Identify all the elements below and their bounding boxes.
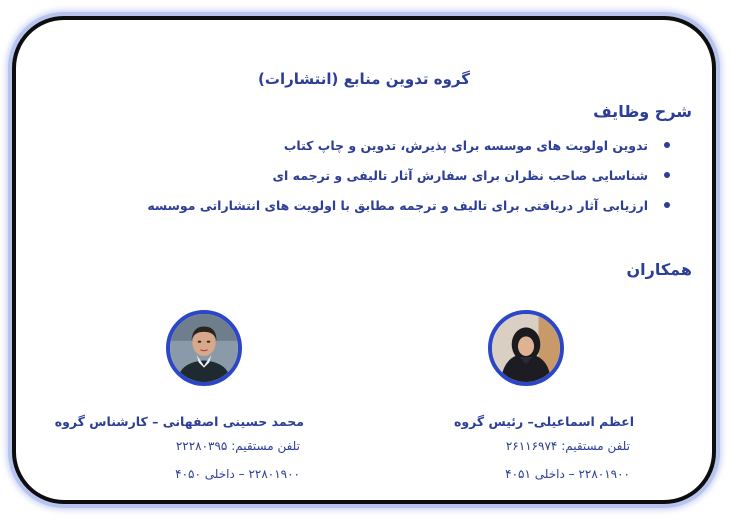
page-title: گروه تدوین منابع (انتشارات) xyxy=(258,70,470,88)
bullet-icon xyxy=(664,142,670,148)
list-item xyxy=(147,168,648,183)
colleague-name: اعظم اسماعیلی– رئیس گروه xyxy=(453,414,634,429)
person-photo-icon xyxy=(492,314,560,382)
duty-text: شناسایی صاحب نظران برای سفارش آثار تالیفی و ترجمه ای xyxy=(272,168,648,183)
avatar xyxy=(488,310,564,386)
content-card xyxy=(12,16,716,504)
colleague-card xyxy=(394,310,634,481)
list-item xyxy=(147,138,648,153)
person-photo-icon xyxy=(170,314,238,382)
avatar xyxy=(166,310,242,386)
direct-phone: تلفن مستقیم: ۲۲۲۸۰۳۹۵ xyxy=(175,439,300,453)
duty-text: تدوین اولویت های موسسه برای پذیرش، تدوین و چاپ کتاب xyxy=(283,138,648,153)
duty-text: ارزیابی آثار دریافتی برای تالیف و ترجمه مطابق با اولویت های انتشاراتی موسسه xyxy=(147,198,648,213)
bullet-icon xyxy=(664,172,670,178)
duties-heading: شرح وظایف xyxy=(593,102,692,121)
bullet-icon xyxy=(664,202,670,208)
list-item xyxy=(147,198,648,213)
direct-phone: تلفن مستقیم: ۲۶۱۱۶۹۷۴ xyxy=(505,439,630,453)
internal-phone: ۲۲۸۰۱۹۰۰ – داخلی ۴۰۵۱ xyxy=(505,467,630,481)
internal-phone: ۲۲۸۰۱۹۰۰ – داخلی ۴۰۵۰ xyxy=(175,467,300,481)
colleagues-heading: همکاران xyxy=(626,260,692,279)
duties-list xyxy=(147,138,648,228)
colleague-card xyxy=(54,310,304,481)
colleague-name: محمد حسینی اصفهانی – کارشناس گروه xyxy=(54,414,304,429)
